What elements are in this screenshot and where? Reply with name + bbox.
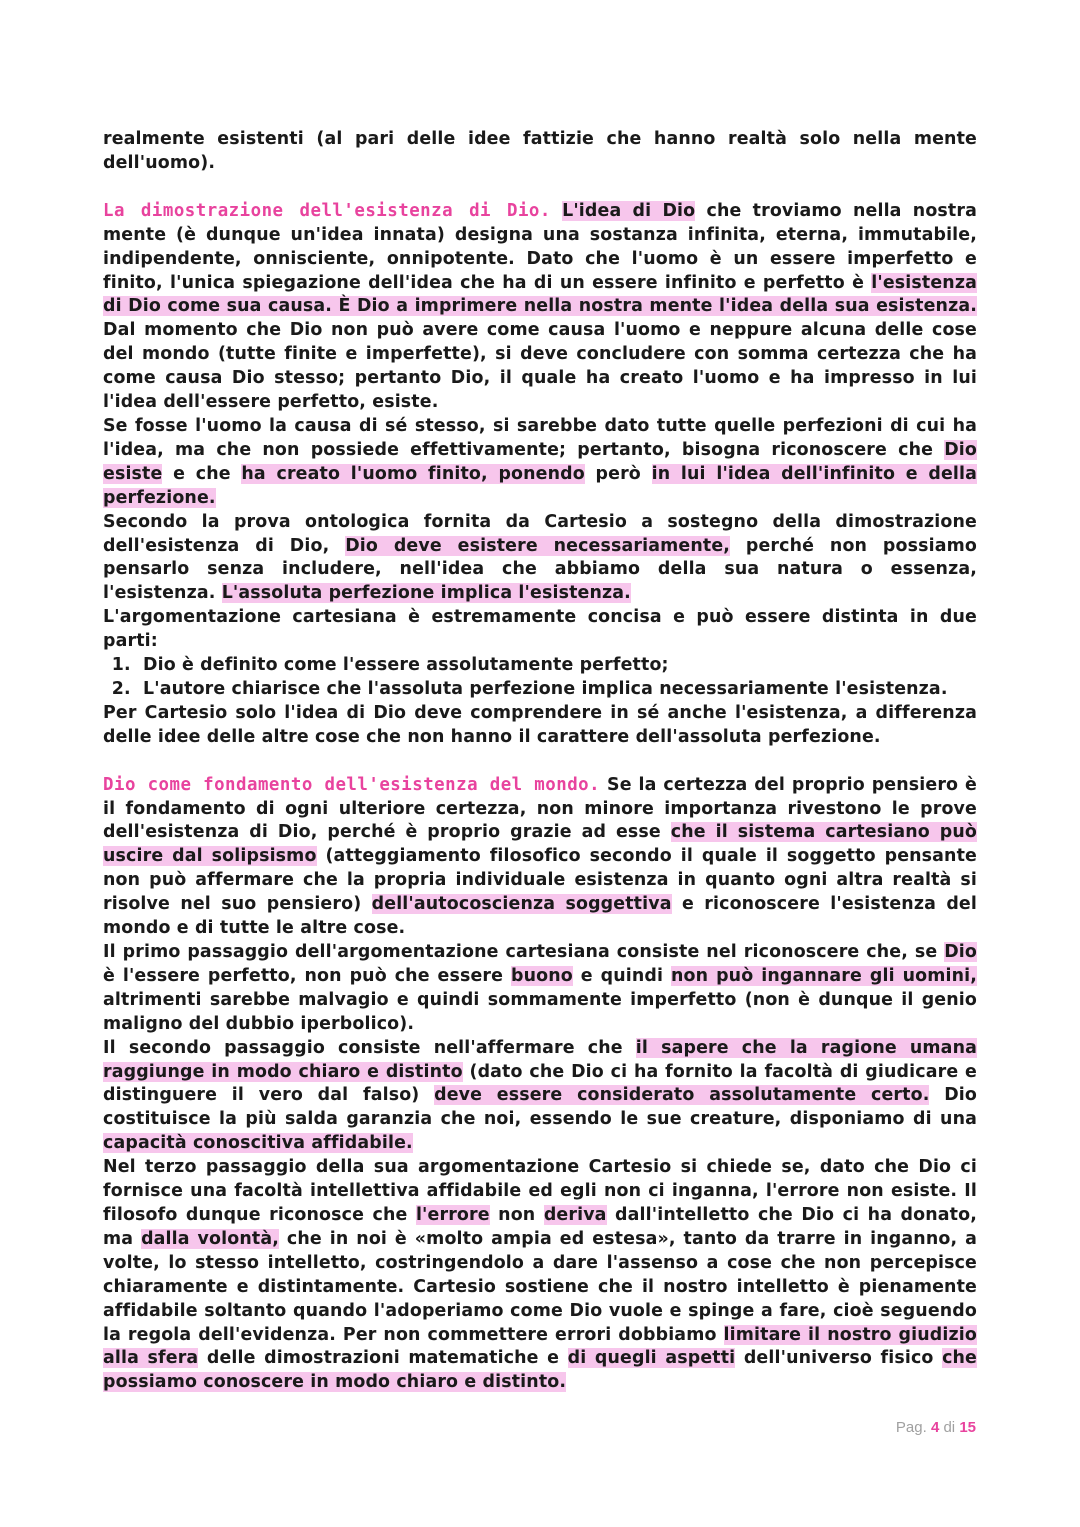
section2-paragraph-2: Il primo passaggio dell'argomentazione cartesiana consiste nel riconoscere che, se Dio è l'essere perfetto, non può che essere buono e quindi non può ingannare gli uomini, altrimenti sarebbe malvagio e quindi sommamente imperfetto (non è dunque il genio maligno del dubbio iperbolico). (103, 942, 977, 1034)
highlight: di quegli aspetti (567, 1348, 736, 1369)
section1-paragraph-2: Se fosse l'uomo la causa di sé stesso, si sarebbe dato tutte quelle perfezioni di cui ha l'idea, ma che non possiede effettivamente; pertanto, bisogna riconoscere che Dio esiste e che ha creato l'uomo finito, ponendo però in lui l'idea dell'infinito e della perfezione. (103, 415, 978, 508)
paragraph-continuation: realmente esistenti (al pari delle idee fattizie che hanno realtà solo nella mente dell'uomo). (103, 129, 977, 173)
highlight: che il sistema cartesiano può uscire dal solipsismo (103, 822, 978, 867)
highlight: buono (511, 965, 573, 986)
section1-paragraph-3: Secondo la prova ontologica fornita da Cartesio a sostegno della dimostrazione dell'esistenza di Dio, Dio deve esistere necessariamente, perché non possiamo pensarlo senza includere, nell'idea che abbiamo della sua natura o essenza, l'esistenza. L'assoluta perfezione implica l'esistenza. (103, 511, 977, 604)
highlight: Dio (944, 942, 977, 962)
highlight: deve essere considerato assolutamente certo. (434, 1085, 930, 1106)
highlight: dell'autocoscienza soggettiva (371, 894, 672, 915)
list-item: 1. Dio è definito come l'essere assolutamente perfetto; (137, 654, 977, 678)
highlight: Dio esiste (103, 439, 977, 484)
section2-paragraph-4: Nel terzo passaggio della sua argomentazione Cartesio si chiede se, dato che Dio ci fornisce una facoltà intellettiva affidabile ed egli non ci inganna, l'errore non esiste. Il filosofo dunque riconosce che l'errore non deriva dall'intelletto che Dio ci ha donato, ma dalla volontà, che in noi è «molto ampia ed estesa», tanto da trarre in inganno, a volte, lo stesso intelletto, costringendolo a dare l'assenso a cose che non percepisce chiaramente e distintamente. Cartesio sostiene che il nostro intelletto è pienamente affidabile soltanto quando l'adoperiamo come Dio vuole e spinge a fare, cioè seguendo la regola dell'evidenza. Per non commettere errori dobbiamo limitare il nostro giudizio alla sfera delle dimostrazioni matematiche e di quegli aspetti dell'universo fisico che possiamo conoscere in modo chiaro e distinto. (103, 1157, 977, 1393)
highlight: l'esistenza di Dio come sua causa. È Dio a imprimere nella nostra mente l'idea della sua esistenza. (103, 272, 977, 317)
highlight: in lui l'idea dell'infinito e della perfezione. (103, 463, 978, 508)
document-page (103, 128, 977, 1395)
list-item: 2. L'autore chiarisce che l'assoluta perfezione implica necessariamente l'esistenza. (137, 678, 977, 702)
highlight: che possiamo conoscere in modo chiaro e distinto. (103, 1348, 977, 1393)
section1-paragraph-4: L'argomentazione cartesiana è estremamente concisa e può essere distinta in due parti: (103, 607, 977, 652)
highlight: il sapere che la ragione umana raggiunge in modo chiaro e distinto (103, 1037, 977, 1082)
highlight: ha creato l'uomo finito, ponendo (241, 463, 585, 484)
highlight: non può ingannare gli uomini, (671, 965, 977, 986)
highlight: limitare il nostro giudizio alla sfera (103, 1324, 977, 1369)
section1-paragraph-1: La dimostrazione dell'esistenza di Dio. L'idea di Dio che troviamo nella nostra mente (è dunque un'idea innata) designa una sostanza infinita, eterna, immutabile, indipendente, onnisciente, onnipotente. Dato che l'uomo è un essere imperfetto e finito, l'unica spiegazione dell'idea che ha di un essere infinito e perfetto è l'esistenza di Dio come sua causa. È Dio a imprimere nella nostra mente l'idea della sua esistenza. Dal momento che Dio non può avere come causa l'uomo e neppure alcuna delle cose del mondo (tutte finite e imperfette), si deve concludere con somma certezza che ha come causa Dio stesso; pertanto Dio, il quale ha creato l'uomo e ha impresso in lui l'idea dell'essere perfetto, esiste. (103, 200, 977, 413)
highlight: L'assoluta perfezione implica l'esistenza. (221, 583, 631, 604)
section2-paragraph-1: Dio come fondamento dell'esistenza del mondo. Se la certezza del proprio pensiero è il fondamento di ogni ulteriore certezza, non minore importanza rivestono le prove dell'esistenza di Dio, perché è proprio grazie ad esse che il sistema cartesiano può uscire dal solipsismo (atteggiamento filosofico secondo il quale il soggetto pensante non può affermare che la propria individuale esistenza in quanto ogni altra realtà si risolve nel suo pensiero) dell'autocoscienza soggettiva e riconoscere l'esistenza del mondo e di tutte le altre cose. (103, 774, 978, 939)
highlight: deriva (543, 1204, 607, 1225)
page-number: Pag. 4 di 15 (895, 1419, 976, 1436)
highlight: L'idea di Dio (562, 200, 696, 221)
highlight: capacità conoscitiva affidabile. (103, 1133, 413, 1154)
section-heading-dimostrazione: La dimostrazione dell'esistenza di Dio. (103, 200, 551, 221)
highlight: Dio deve esistere necessariamente, (345, 535, 731, 556)
section2-paragraph-3: Il secondo passaggio consiste nell'affermare che il sapere che la ragione umana raggiunge in modo chiaro e distinto (dato che Dio ci ha fornito la facoltà di giudicare e distinguere il vero dal falso) deve essere considerato assolutamente certo. Dio costituisce la più salda garanzia che noi, essendo le sue creature, disponiamo di una capacità conoscitiva affidabile. (103, 1037, 977, 1154)
highlight: dalla volontà, (141, 1228, 279, 1249)
highlight: l'errore (415, 1204, 490, 1225)
numbered-list (103, 654, 977, 702)
section1-paragraph-5: Per Cartesio solo l'idea di Dio deve comprendere in sé anche l'esistenza, a differenza delle idee delle altre cose che non hanno il carattere dell'assoluta perfezione. (103, 702, 977, 747)
section-heading-fondamento: Dio come fondamento dell'esistenza del mondo. (103, 774, 601, 795)
